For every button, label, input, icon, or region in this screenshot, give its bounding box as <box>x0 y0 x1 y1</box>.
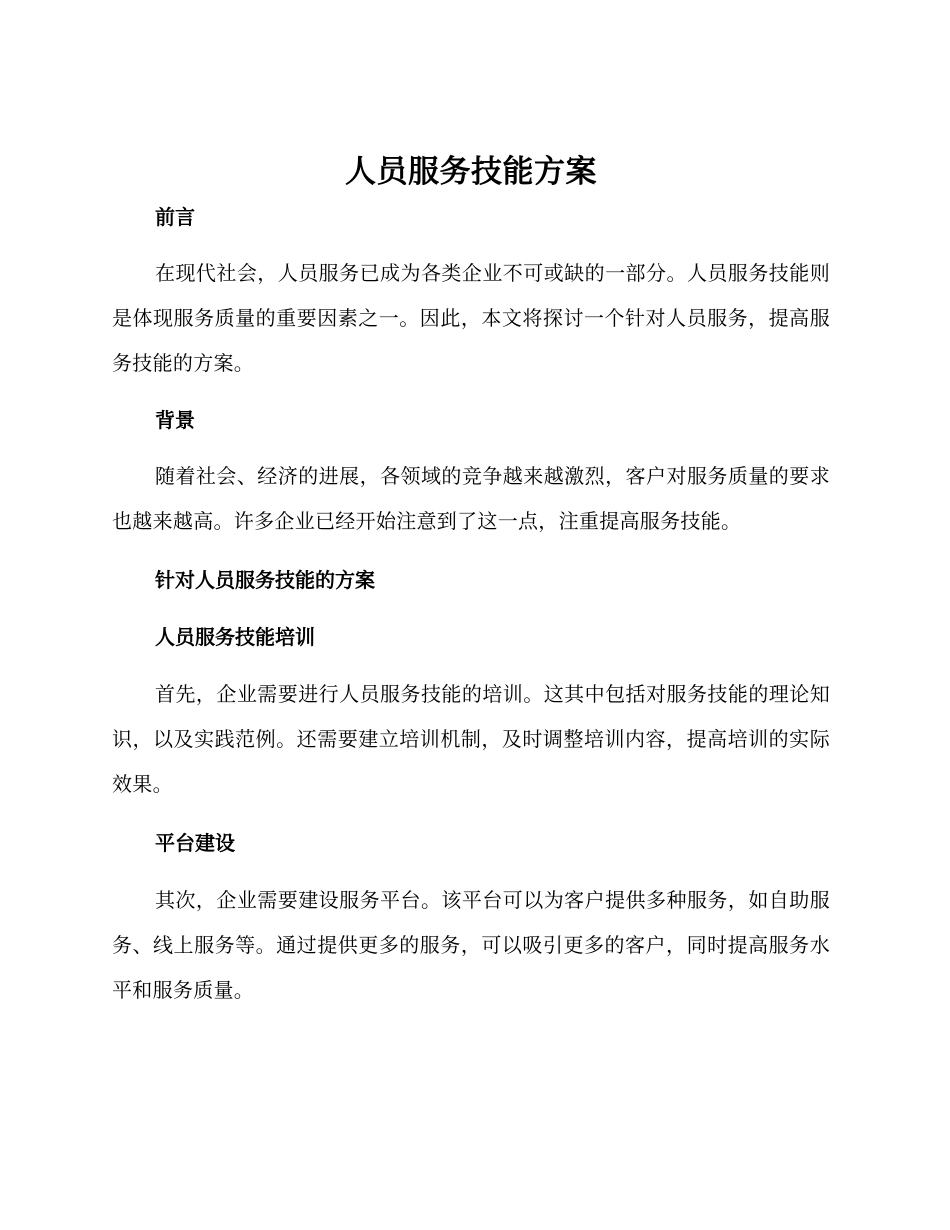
section-heading-plan: 针对人员服务技能的方案 <box>155 568 375 592</box>
document-body <box>112 145 830 1013</box>
section-heading-background: 背景 <box>155 408 195 432</box>
section-paragraph-platform: 其次，企业需要建设服务平台。该平台可以为客户提供多种服务，如自助服务、线上服务等。通过提供更多的服务，可以吸引更多的客户，同时提高服务水平和服务质量。 <box>112 888 830 1002</box>
section-heading-platform: 平台建设 <box>155 831 235 855</box>
section-heading-preface: 前言 <box>155 205 195 229</box>
document-title: 人员服务技能方案 <box>345 154 597 190</box>
section-heading-training: 人员服务技能培训 <box>155 625 315 649</box>
section-paragraph-training: 首先，企业需要进行人员服务技能的培训。这其中包括对服务技能的理论知识，以及实践范例。还需要建立培训机制，及时调整培训内容，提高培训的实际效果。 <box>112 682 830 796</box>
section-paragraph-preface: 在现代社会，人员服务已成为各类企业不可或缺的一部分。人员服务技能则是体现服务质量的重要因素之一。因此，本文将探讨一个针对人员服务，提高服务技能的方案。 <box>112 261 830 375</box>
section-paragraph-background: 随着社会、经济的进展，各领域的竞争越来越激烈，客户对服务质量的要求也越来越高。许多企业已经开始注意到了这一点，注重提高服务技能。 <box>112 464 830 533</box>
